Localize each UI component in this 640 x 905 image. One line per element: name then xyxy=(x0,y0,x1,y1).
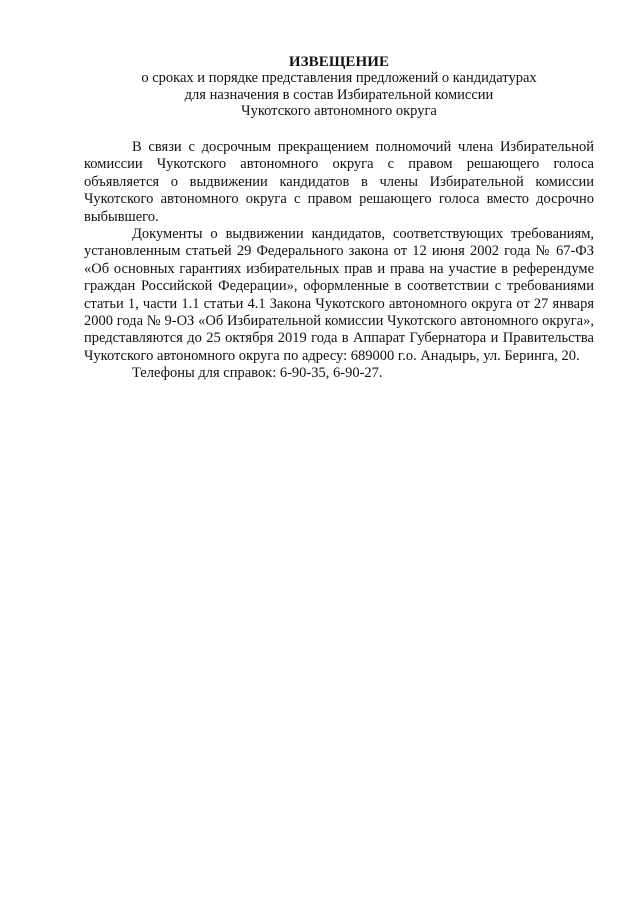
notice-subtitle-line-2: для назначения в состав Избирательной комиссии xyxy=(184,86,494,103)
notice-body xyxy=(84,139,594,383)
paragraph-phones: Телефоны для справок: 6-90-35, 6-90-27. xyxy=(132,365,383,382)
notice-header xyxy=(84,54,594,120)
paragraph-documents: Документы о выдвижении кандидатов, соответствующих требованиям, установленным статьей 29 Федерального закона от 12 июня 2002 года № 67-ФЗ «Об основных гарантиях избирательных прав и права на участие в референдуме граждан Российской Федерации», оформленные в соответствии с требованиями статьи 1, части 1.1 статьи 4.1 Закона Чукотского автономного округа от 27 января 2000 года № 9-ОЗ «Об Избирательной комиссии Чукотского автономного округа», представляются до 25 октября 2019 года в Аппарат Губернатора и Правительства Чукотского автономного округа по адресу: 689000 г.о. Анадырь, ул. Беринга, 20. xyxy=(84,226,594,364)
notice-subtitle-line-3: Чукотского автономного округа xyxy=(241,103,437,119)
notice-title: ИЗВЕЩЕНИЕ xyxy=(288,54,390,70)
paragraph-announcement: В связи с досрочным прекращением полномочий члена Избирательной комиссии Чукотского автономного округа с правом решающего голоса объявляется о выдвижении кандидатов в члены Избирательной комиссии Чукотского автономного округа с правом решающего голоса вместо досрочно выбывшего. xyxy=(84,139,594,225)
notice-subtitle-line-1: о сроках и порядке представления предложений о кандидатурах xyxy=(141,70,537,86)
